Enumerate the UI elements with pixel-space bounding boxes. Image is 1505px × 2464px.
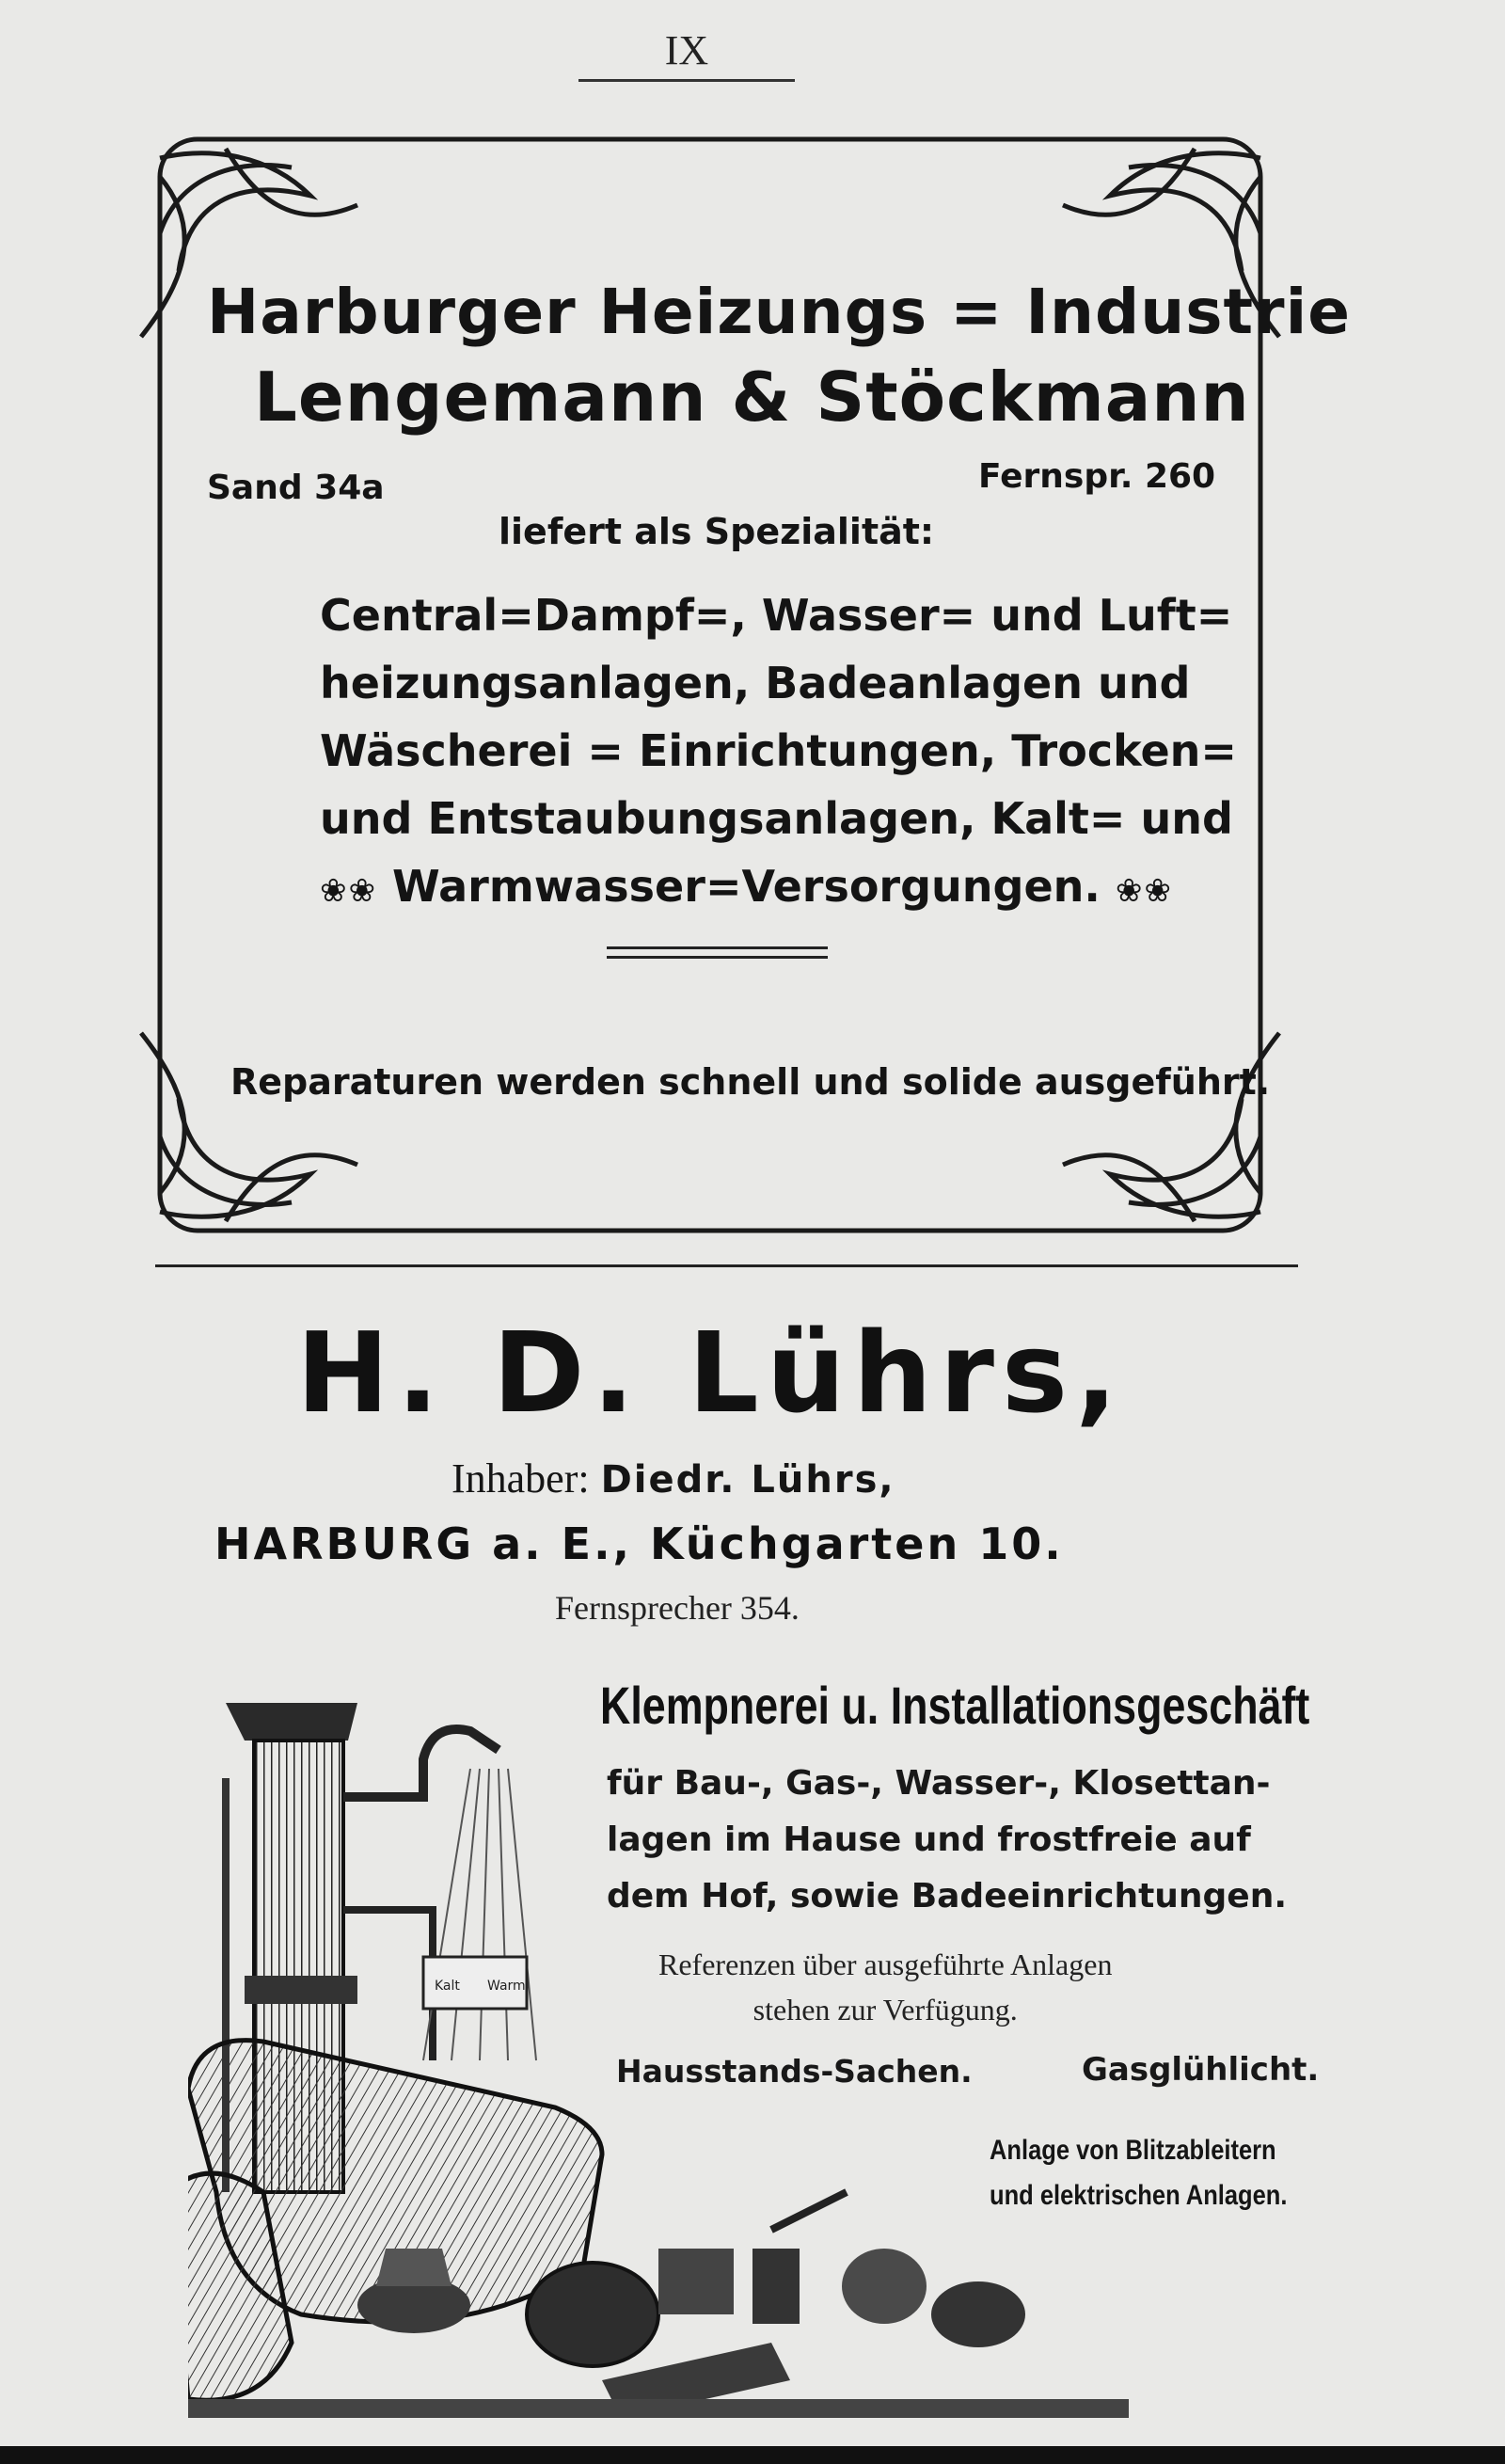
plumbing-services [607,1756,1331,1925]
firm-name: H. D. Lührs, [296,1308,1125,1438]
lightning-rods-note [990,2128,1319,2218]
services-line: dem Hof, sowie Badeeinrichtungen. [607,1877,1288,1916]
page-number: IX [664,27,709,73]
services-line: heizungsanlagen, Badeanlagen und [320,658,1191,708]
company-phone: Fernspr. 260 [978,457,1216,496]
ad-separator [155,1264,1298,1267]
tap-label-warm: Warm [487,1979,526,1994]
firm-phone: Fernsprecher 354. [555,1589,800,1627]
services-line: Central=Dampf=, Wasser= und Luft= [320,590,1233,641]
services-line: für Bau-, Gas-, Wasser-, Klosettan- [607,1764,1271,1803]
services-text [320,581,1237,925]
references-note [658,1942,1112,2032]
services-line-last [320,852,1173,925]
page-number-rule [578,79,795,82]
page-bottom-edge [0,2446,1505,2464]
company-title: Harburger Heizungs = Industrie [207,276,1351,348]
gas-light: Gasglühlicht. [1082,2051,1320,2089]
owner-name: Diedr. Lührs, [600,1458,895,1502]
shop-title: Klempnerei u. Installationsgeschäft [600,1676,1310,1735]
company-address: Sand 34a [207,469,385,507]
repair-note: Reparaturen werden schnell und solide ausgeführt. [230,1061,1271,1103]
flower-ornament-icon: ❀❀ [320,872,377,910]
services-line: Wäscherei = Einrichtungen, Trocken= [320,725,1237,776]
owner-line [452,1455,895,1502]
references-line: stehen zur Verfügung. [752,1993,1018,2027]
city-address: HARBURG a. E., Küchgarten 10. [214,1518,1064,1569]
double-rule-top [607,946,828,949]
services-line: und Entstaubungsanlagen, Kalt= und [320,793,1233,844]
double-rule-bottom [607,956,828,959]
heating-advertisement [122,120,1351,1259]
flower-ornament-icon: ❀❀ [1115,872,1173,910]
references-line: Referenzen über ausgeführte Anlagen [658,1947,1113,1981]
lightning-line: Anlage von Blitzableitern [990,2135,1276,2166]
specialty-heading: liefert als Spezialität: [499,511,935,552]
lightning-line: und elektrischen Anlagen. [990,2180,1288,2211]
tap-label-cold: Kalt [435,1979,460,1994]
services-line: lagen im Hause und frostfreie auf [607,1820,1251,1859]
company-owners: Lengemann & Stöckmann [254,358,1250,437]
services-last-text: Warmwasser=Versorgungen. [392,861,1101,912]
owner-label: Inhaber: [452,1455,590,1502]
household-goods: Hausstands-Sachen. [616,2053,973,2090]
